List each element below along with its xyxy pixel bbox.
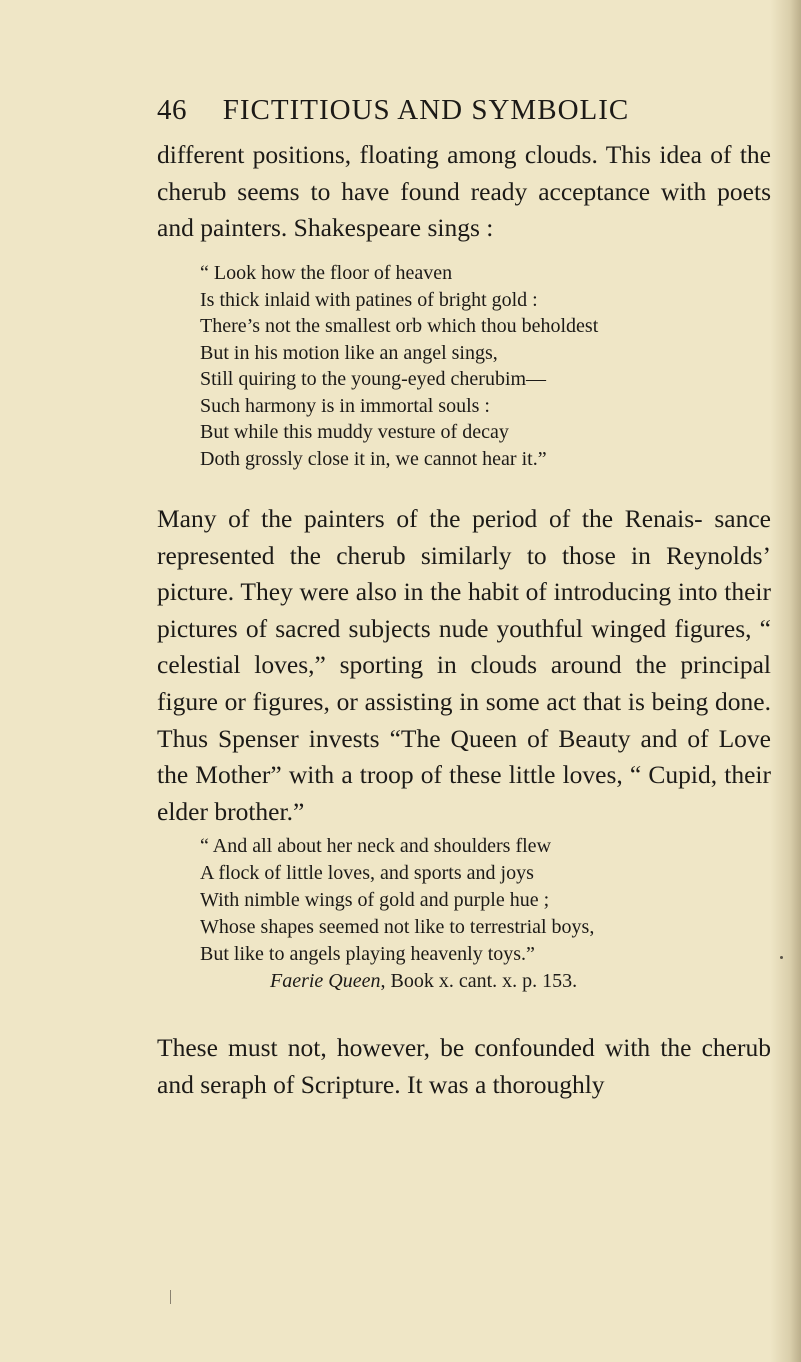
verse-line: But in his motion like an angel sings, bbox=[200, 341, 498, 364]
running-title: FICTITIOUS AND SYMBOLIC bbox=[222, 94, 630, 126]
verse-line: With nimble wings of gold and purple hue ; bbox=[200, 889, 550, 911]
verse-line: Is thick inlaid with patines of bright gold : bbox=[200, 288, 538, 311]
paragraph-text: These must not, however, be confounded with the cherub and seraph of Scripture. It was a thoroughly bbox=[157, 1033, 771, 1099]
verse-line: “ And all about her neck and shoulders flew bbox=[200, 835, 552, 857]
verse-line: But while this muddy vesture of decay bbox=[200, 421, 509, 443]
paper-speck bbox=[780, 956, 783, 959]
verse-line: Such harmony is in immortal souls : bbox=[200, 394, 490, 417]
verse-line: “ Look how the floor of heaven bbox=[200, 262, 453, 284]
paragraph-text: different positions, floating among clouds. This idea of the cherub seems to have found ready acceptance with poets and painters. Shakespeare sings : bbox=[157, 140, 771, 242]
shakespeare-quotation bbox=[200, 260, 760, 472]
verse-line: But like to angels playing heavenly toys.” bbox=[200, 943, 535, 965]
paragraph-intro bbox=[157, 137, 771, 247]
paragraph-text: Many of the painters of the period of the Renais- sance represented the cherub similarly to those in Reynolds’ picture. They were also in the habit of introducing into their pictures of sacred subjects nude youthful winged figures, “ celestial loves,” sporting in clouds around the principal figure or figures, or assisting in some act that is being done. Thus Spenser invests “The Queen of Beauty and of Love the Mother” with a troop of these little loves, “ Cupid, their elder brother.” bbox=[157, 504, 771, 826]
page-number: 46 bbox=[157, 94, 187, 126]
paragraph-renaissance bbox=[157, 501, 771, 830]
paper-mark bbox=[170, 1290, 171, 1304]
citation-reference: , Book x. cant. x. p. 153. bbox=[380, 970, 578, 992]
verse-line: There’s not the smallest orb which thou beholdest bbox=[200, 315, 599, 337]
paragraph-scripture bbox=[157, 1030, 771, 1103]
verse-line: A flock of little loves, and sports and joys bbox=[200, 862, 534, 884]
citation-work: Faerie Queen bbox=[270, 970, 381, 992]
verse-line: Whose shapes seemed not like to terrestrial boys, bbox=[200, 916, 595, 938]
running-head bbox=[157, 94, 777, 134]
citation bbox=[200, 968, 760, 995]
verse-line: Doth grossly close it in, we cannot hear it.” bbox=[200, 447, 547, 470]
spenser-quotation bbox=[200, 833, 760, 995]
verse-line: Still quiring to the young-eyed cherubim— bbox=[200, 368, 547, 390]
